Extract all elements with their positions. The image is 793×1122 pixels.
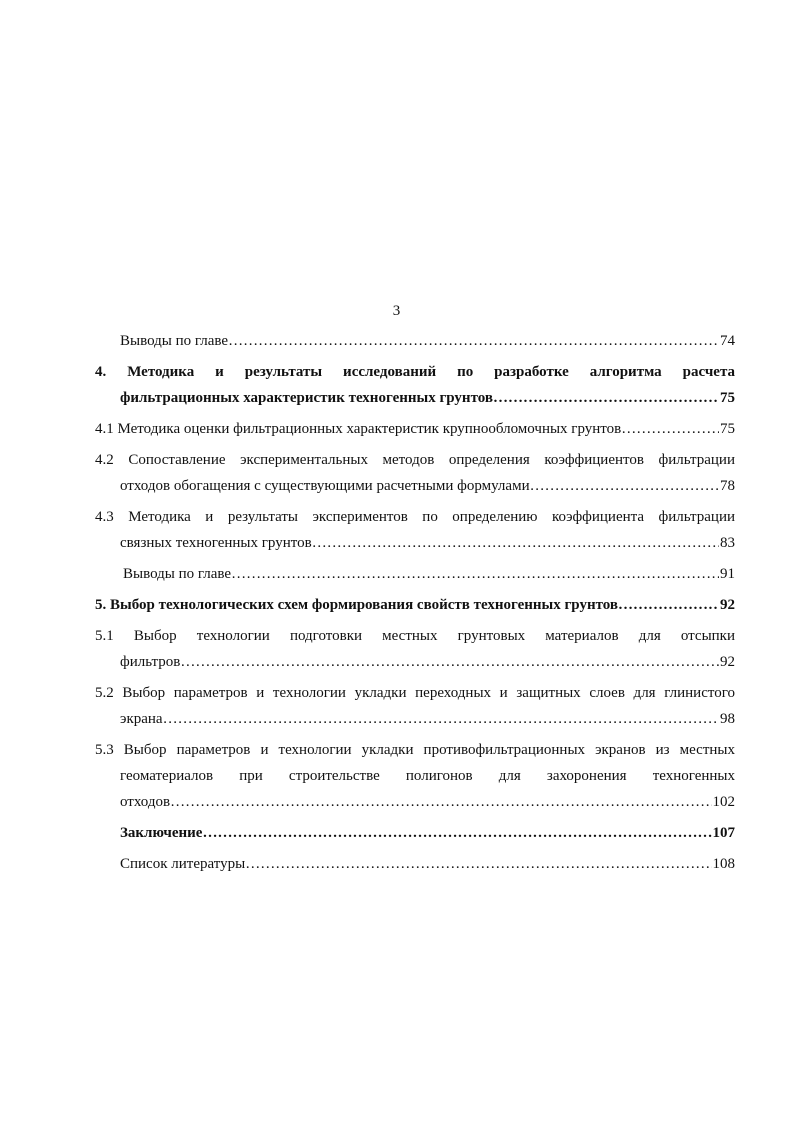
toc-entry-title-line1: 4. Методика и результаты исследований по разработке алгоритма расчета bbox=[95, 364, 735, 380]
toc-entry-title-line2: связных техногенных грунтов bbox=[120, 535, 312, 551]
toc-entry-4-2[interactable] bbox=[95, 447, 735, 499]
toc-entry-title-line2: фильтров bbox=[120, 654, 181, 670]
toc-entry-title-line2: экрана bbox=[120, 711, 163, 727]
toc-entry-page: 102 bbox=[712, 794, 735, 810]
toc-entry-5-3[interactable] bbox=[95, 737, 735, 815]
toc-entry-title: Выводы по главе bbox=[120, 333, 229, 349]
toc-entry-title-line1: 4.3 Методика и результаты экспериментов по определению коэффициента фильтрации bbox=[95, 509, 735, 525]
toc-entry-title-line3: отходов bbox=[120, 794, 171, 810]
toc-entry-page: 91 bbox=[720, 566, 735, 582]
dot-leader bbox=[180, 649, 719, 675]
toc-entry-title-line1: 5.2 Выбор параметров и технологии укладки переходных и защитных слоев для глинистого bbox=[95, 685, 735, 701]
table-of-contents bbox=[95, 328, 735, 877]
toc-entry-chapter-5[interactable] bbox=[95, 592, 735, 618]
toc-entry-page: 92 bbox=[720, 654, 735, 670]
dot-leader bbox=[202, 820, 711, 846]
dot-leader bbox=[163, 706, 719, 732]
toc-entry-title: Заключение bbox=[120, 825, 203, 841]
toc-entry-conclusions-ch3[interactable] bbox=[95, 328, 735, 354]
toc-entry-page: 108 bbox=[712, 856, 735, 872]
toc-entry-conclusions-ch4[interactable] bbox=[95, 561, 735, 587]
toc-entry-title: 4.1 Методика оценки фильтрационных характеристик крупнообломочных грунтов bbox=[95, 421, 622, 437]
toc-entry-title-line1: 5.3 Выбор параметров и технологии укладки противофильтрационных экранов из местных bbox=[95, 742, 735, 758]
toc-entry-title-line2: геоматериалов при строительстве полигонов для захоронения техногенных bbox=[120, 768, 735, 784]
toc-entry-page: 78 bbox=[720, 478, 735, 494]
page-number: 3 bbox=[392, 303, 401, 319]
toc-entry-chapter-4[interactable] bbox=[95, 359, 735, 411]
toc-entry-title-line1: 4.2 Сопоставление экспериментальных методов определения коэффициентов фильтрации bbox=[95, 452, 735, 468]
toc-entry-bibliography[interactable] bbox=[95, 851, 735, 877]
toc-entry-page: 98 bbox=[720, 711, 735, 727]
dot-leader bbox=[493, 385, 719, 411]
dot-leader bbox=[231, 561, 719, 587]
toc-entry-page: 75 bbox=[720, 390, 735, 406]
toc-entry-title-line2: фильтрационных характеристик техногенных грунтов bbox=[120, 390, 493, 406]
dot-leader bbox=[530, 473, 719, 499]
toc-entry-5-2[interactable] bbox=[95, 680, 735, 732]
toc-entry-page: 74 bbox=[720, 333, 735, 349]
toc-entry-title-line2: отходов обогащения с существующими расчетными формулами bbox=[120, 478, 530, 494]
toc-entry-5-1[interactable] bbox=[95, 623, 735, 675]
toc-entry-title: Список литературы bbox=[120, 856, 246, 872]
dot-leader bbox=[312, 530, 719, 556]
dot-leader bbox=[618, 592, 719, 618]
toc-entry-page: 75 bbox=[720, 421, 735, 437]
toc-entry-page: 83 bbox=[720, 535, 735, 551]
toc-entry-page: 92 bbox=[720, 597, 735, 613]
dot-leader bbox=[245, 851, 711, 877]
dot-leader bbox=[621, 416, 719, 442]
dot-leader bbox=[228, 328, 719, 354]
toc-entry-conclusion[interactable] bbox=[95, 820, 735, 846]
toc-entry-title-line1: 5.1 Выбор технологии подготовки местных грунтовых материалов для отсыпки bbox=[95, 628, 735, 644]
dot-leader bbox=[170, 789, 711, 815]
toc-entry-4-1[interactable] bbox=[95, 416, 735, 442]
toc-entry-title: 5. Выбор технологических схем формирования свойств техногенных грунтов bbox=[95, 597, 618, 613]
toc-entry-page: 107 bbox=[712, 825, 735, 841]
toc-entry-4-3[interactable] bbox=[95, 504, 735, 556]
toc-entry-title: Выводы по главе bbox=[123, 566, 232, 582]
